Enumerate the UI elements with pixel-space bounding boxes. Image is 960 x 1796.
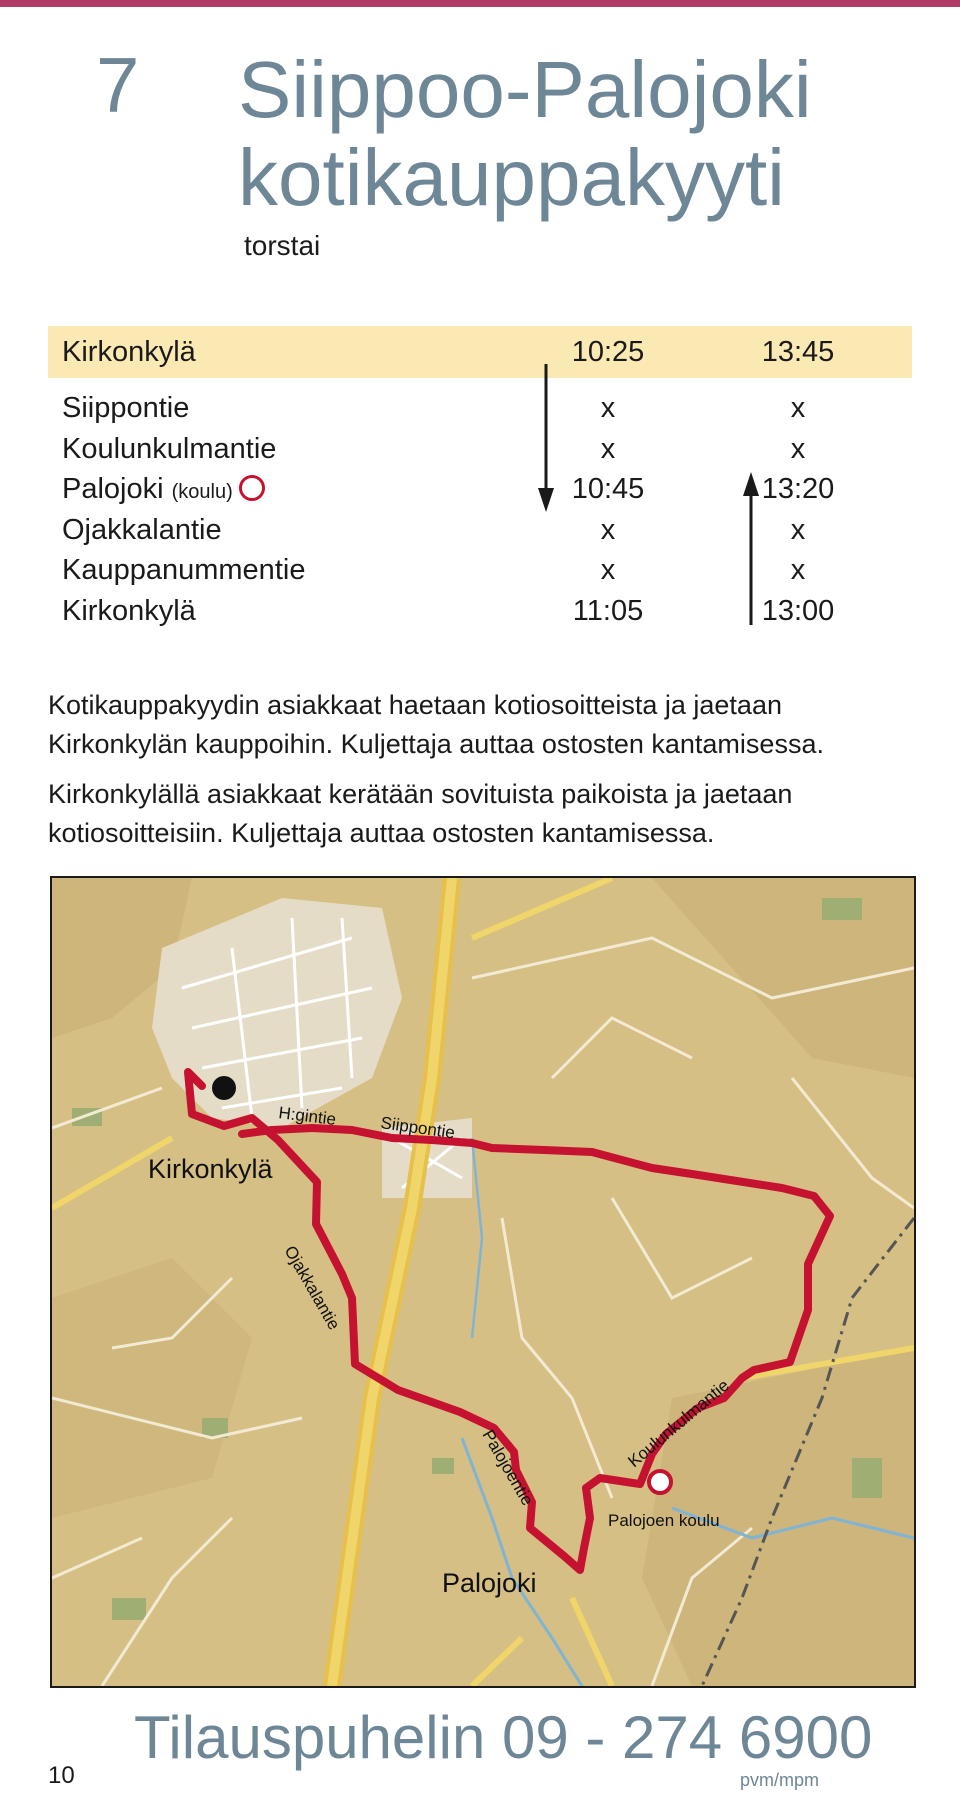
time-cell-1: 10:45 — [571, 473, 645, 505]
route-title — [238, 46, 812, 222]
time-cell-1: x — [600, 392, 616, 424]
info-paragraph-1: Kotikauppakyydin asiakkaat haetaan kotiosoitteista ja jaetaan Kirkonkylän kauppoihin. Kuljettaja auttaa ostosten kantamisessa. — [48, 690, 824, 759]
time-cell-1: x — [600, 513, 616, 546]
time-cell-2: 13:20 — [761, 473, 835, 505]
table-row — [48, 591, 912, 632]
time-cell-1: x — [600, 554, 616, 586]
map-label-siippontie: Siippontie — [379, 1113, 457, 1143]
timetable — [48, 326, 912, 631]
order-phone: Tilauspuhelin 09 - 274 6900 — [134, 1704, 873, 1771]
time-cell-2: x — [790, 392, 806, 424]
school-stop-circle-icon — [239, 475, 265, 501]
stop-name: Siippontie — [62, 392, 190, 424]
table-row — [48, 388, 912, 429]
field-patch — [822, 898, 862, 920]
map-label-palojoen-koulu: Palojoen koulu — [608, 1511, 720, 1530]
route-map — [50, 876, 916, 1688]
time-cell-1: x — [600, 432, 616, 465]
time-cell-2: 13:00 — [761, 594, 835, 627]
time-cell-1: 11:05 — [572, 594, 644, 627]
time-cell-2: x — [790, 513, 806, 546]
stop-name: Ojakkalantie — [62, 513, 222, 546]
stop-note: (koulu) — [171, 481, 233, 503]
map-label-palojoki: Palojoki — [442, 1568, 537, 1598]
stop-name: Kirkonkylä — [62, 336, 196, 368]
page-number: 10 — [48, 1762, 75, 1789]
field-patch — [852, 1458, 882, 1498]
stop-name: Kauppanummentie — [62, 554, 306, 586]
time-cell-2: x — [790, 554, 806, 586]
school-stop-circle-icon — [649, 1471, 671, 1493]
time-cell-2: x — [790, 432, 806, 465]
terminus-stop-icon — [212, 1076, 236, 1100]
departure-time-1: 10:25 — [571, 336, 645, 368]
arrow-up-icon — [741, 470, 761, 625]
top-accent-bar — [0, 0, 960, 7]
route-number: 7 — [96, 41, 140, 129]
phone-rate-note: pvm/mpm — [740, 1770, 820, 1790]
arrow-down-icon — [536, 364, 556, 514]
map-label-ojakkalantie: Ojakkalantie — [280, 1242, 344, 1334]
service-day: torstai — [244, 230, 321, 261]
table-row — [48, 469, 912, 510]
map-label-hgintie: H:gintie — [277, 1103, 338, 1129]
field-patch — [112, 1598, 146, 1620]
stop-name: Koulunkulmantie — [62, 432, 277, 465]
info-paragraph-2: Kirkonkylällä asiakkaat kerätään sovituista paikoista ja jaetaan kotiosoitteisiin. Kuljettaja auttaa ostosten kantamisessa. — [48, 779, 793, 848]
map-label-palojoentie: Palojoentie — [478, 1426, 538, 1509]
route-title-line1: Siippoo-Palojoki — [238, 45, 812, 134]
stop-name-with-note — [62, 469, 265, 513]
stop-name: Kirkonkylä — [62, 594, 196, 627]
table-row — [48, 510, 912, 551]
stop-name: Palojoki — [62, 473, 164, 505]
route-title-line2: kotikauppakyyti — [238, 133, 785, 222]
route-map-svg — [52, 878, 914, 1686]
table-row — [48, 429, 912, 470]
map-label-kirkonkyla: Kirkonkylä — [148, 1154, 273, 1184]
table-row — [48, 550, 912, 591]
map-label-koulunkulmantie: Koulunkulmantie — [624, 1375, 733, 1472]
timetable-header-row — [48, 326, 912, 378]
departure-time-2: 13:45 — [761, 336, 835, 368]
field-patch — [432, 1458, 454, 1474]
